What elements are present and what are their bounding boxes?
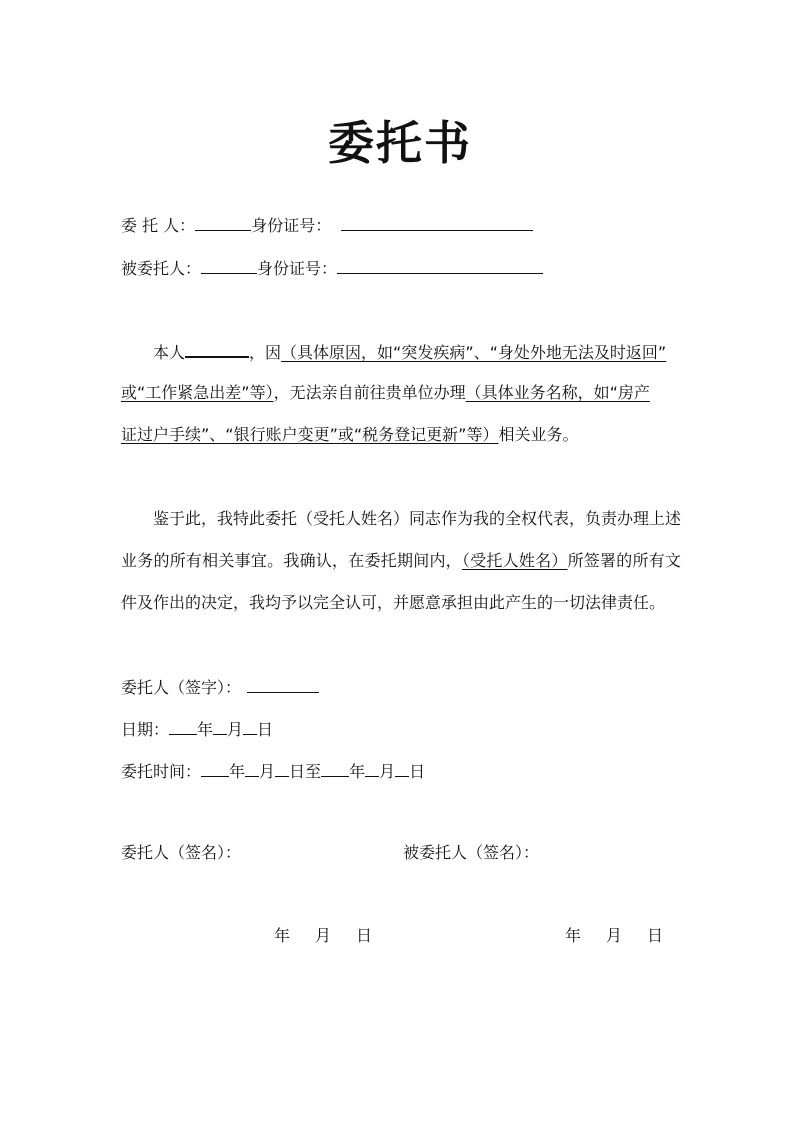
p1-part2: ，因	[249, 343, 282, 362]
period-start-day-field[interactable]	[275, 760, 289, 777]
agent-row	[121, 257, 543, 279]
agent-label: 被委托人：	[121, 259, 202, 278]
p1-part4: 相关业务。	[498, 425, 579, 444]
sign-row	[121, 676, 319, 698]
date-year-label: 年	[197, 720, 214, 739]
principal-name-field[interactable]	[195, 214, 251, 231]
footer-principal-date-month: 月	[315, 926, 332, 945]
paragraph1-line1	[153, 340, 666, 363]
principal-name-inline-field[interactable]	[185, 340, 249, 358]
period-row	[121, 760, 425, 782]
p2-agent-name: （受托人姓名）	[461, 551, 568, 570]
paragraph1-line3	[121, 425, 578, 445]
p2-part2: 所签署的所有文件及作出的决定，我均予以完全认可，并愿意承担由此产生的一切法律责任。	[121, 551, 681, 612]
document-title: 委托书	[328, 116, 472, 170]
period-end-month-field[interactable]	[365, 760, 379, 777]
period-start-month-field[interactable]	[245, 760, 259, 777]
footer-principal-date-day: 日	[356, 926, 373, 945]
footer-agent-date-year: 年	[565, 926, 582, 945]
principal-label: 委 托 人：	[121, 216, 196, 235]
period-end-year-field[interactable]	[321, 760, 349, 777]
p1-business-line1: （具体业务名称，如“房产	[465, 383, 650, 402]
p1-reason-line2: 或“工作紧急出差”等）	[121, 383, 274, 402]
date-day-label: 日	[257, 720, 274, 739]
agent-name-field[interactable]	[201, 257, 257, 274]
date-row	[121, 718, 273, 740]
principal-id-label: 身份证号：	[251, 216, 332, 235]
period-end-year-label: 年	[349, 762, 366, 781]
footer-agent-date-day: 日	[647, 926, 664, 945]
agent-id-label: 身份证号：	[257, 259, 338, 278]
period-to-label: 至	[305, 762, 322, 781]
period-end-month-label: 月	[379, 762, 396, 781]
period-start-month-label: 月	[259, 762, 276, 781]
p1-reason-line1: （具体原因，如“突发疾病”、“身处外地无法及时返回”	[281, 343, 667, 362]
paragraph1-line2	[121, 383, 650, 403]
period-label: 委托时间：	[121, 762, 202, 781]
footer-agent-sign: 被委托人（签名）：	[403, 843, 540, 862]
p1-business-line2: 证过户手续”、“银行账户变更”或“税务登记更新”等）	[121, 425, 499, 444]
agent-id-field[interactable]	[337, 257, 543, 274]
date-label: 日期：	[121, 720, 170, 739]
signature-field[interactable]	[247, 676, 319, 693]
p2-part1: 鉴于此，我特此委托（受托人姓名）同志作为我的全权代表，负责办理上述业务的所有相关事宜。我确认，在委托期间内，	[121, 509, 682, 570]
principal-row	[121, 214, 533, 236]
period-end-day-label: 日	[409, 762, 426, 781]
period-end-day-field[interactable]	[395, 760, 409, 777]
sign-label: 委托人（签字）：	[121, 678, 242, 697]
date-year-field[interactable]	[169, 718, 197, 735]
period-start-year-field[interactable]	[201, 760, 229, 777]
date-month-label: 月	[227, 720, 244, 739]
period-start-day-label: 日	[289, 762, 306, 781]
principal-id-field[interactable]	[341, 214, 533, 231]
footer-principal-date-year: 年	[274, 926, 291, 945]
p1-part3: ，无法亲自前往贵单位办理	[273, 383, 466, 402]
period-start-year-label: 年	[229, 762, 246, 781]
date-month-field[interactable]	[213, 718, 227, 735]
footer-agent-date-month: 月	[606, 926, 623, 945]
footer-principal-sign: 委托人（签名）：	[121, 843, 242, 862]
p1-part1: 本人	[153, 343, 186, 362]
date-day-field[interactable]	[243, 718, 257, 735]
paragraph2	[121, 498, 681, 624]
